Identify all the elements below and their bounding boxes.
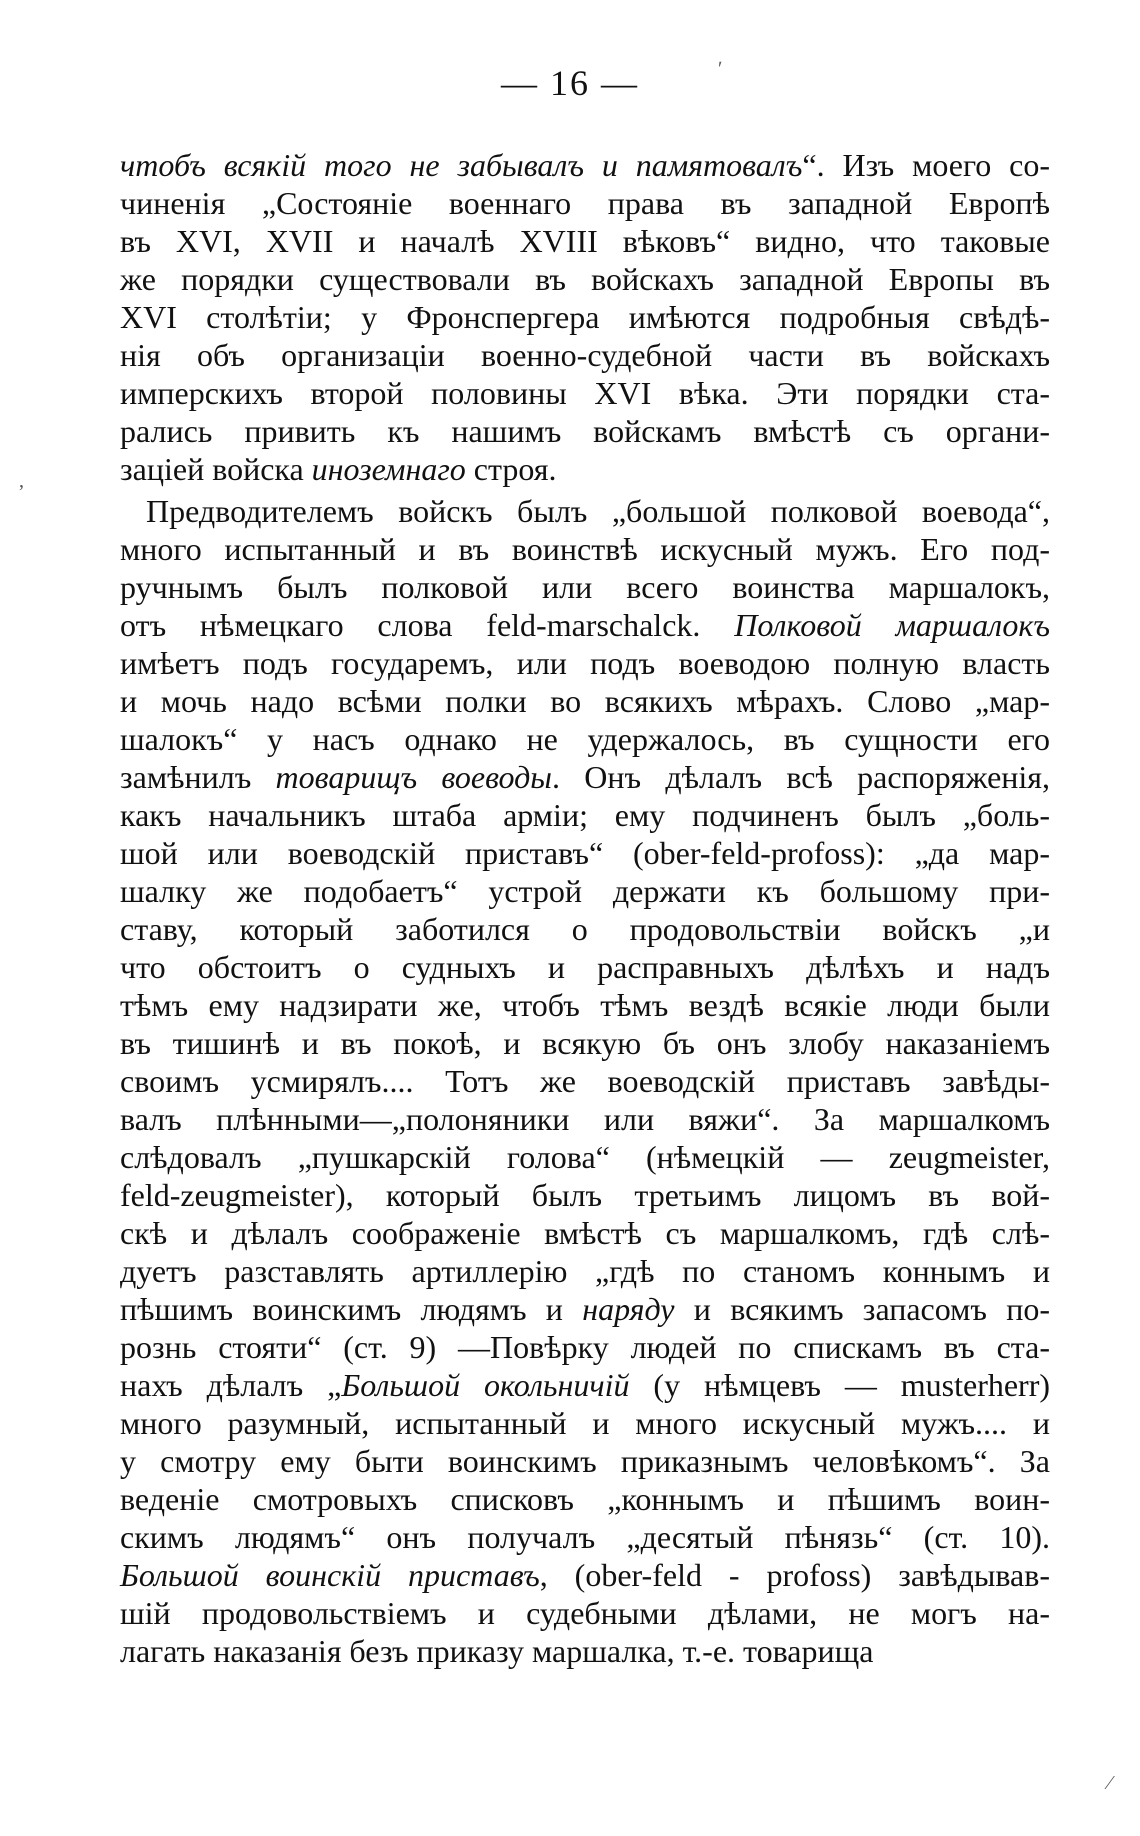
line-text: шій продовольствіемъ и судебными дѣлами, не могъ на- xyxy=(120,1595,1050,1631)
text-line xyxy=(120,1176,1050,1214)
margin-mark-top: ʹ xyxy=(718,58,723,80)
line-text: “. Изъ моего со- xyxy=(802,147,1051,183)
text-line xyxy=(120,222,1050,260)
line-text: замѣнилъ xyxy=(120,759,276,795)
italic-phrase: Большой окольничій xyxy=(341,1367,630,1403)
text-line xyxy=(120,606,1050,644)
line-text: шалку же подобаетъ“ устрой держати къ большому при- xyxy=(120,873,1050,909)
text-line xyxy=(120,450,1050,488)
line-text: пѣшимъ воинскимъ людямъ и xyxy=(120,1291,583,1327)
line-text: нія объ организаціи военно-судебной части въ войскахъ xyxy=(120,337,1050,373)
line-text: какъ начальникъ штаба арміи; ему подчиненъ былъ „боль- xyxy=(120,797,1050,833)
text-line xyxy=(120,910,1050,948)
line-text: заціей войска xyxy=(120,451,312,487)
line-text: дуетъ разставлять артиллерію „гдѣ по станомъ коннымъ и xyxy=(120,1253,1050,1289)
text-line xyxy=(120,1138,1050,1176)
text-line xyxy=(120,1442,1050,1480)
line-text: ставу, который заботился о продовольствіи войскъ „и xyxy=(120,911,1050,947)
text-line xyxy=(120,1594,1050,1632)
text-line xyxy=(120,1632,1050,1670)
text-line xyxy=(120,872,1050,910)
italic-phrase: Большой воинскій приставъ xyxy=(120,1557,540,1593)
line-text: же порядки существовали въ войскахъ западной Европы въ xyxy=(120,261,1050,297)
text-line xyxy=(120,374,1050,412)
line-text: имперскихъ второй половины XVI вѣка. Эти порядки ста- xyxy=(120,375,1050,411)
italic-phrase: наряду xyxy=(582,1291,675,1327)
line-text: что обстоитъ о судныхъ и расправныхъ дѣлѣхъ и надъ xyxy=(120,949,1050,985)
line-text: и всякимъ запасомъ по- xyxy=(674,1291,1051,1327)
text-line xyxy=(120,1404,1050,1442)
text-line xyxy=(120,260,1050,298)
line-text: строя. xyxy=(465,451,557,487)
text-line xyxy=(120,986,1050,1024)
text-line xyxy=(120,644,1050,682)
line-text: ручнымъ былъ полковой или всего воинства маршалокъ, xyxy=(120,569,1050,605)
italic-phrase: иноземнаго xyxy=(311,451,466,487)
text-line xyxy=(120,1328,1050,1366)
line-text: лагать наказанія безъ приказу маршалка, т.-е. товарища xyxy=(120,1633,874,1669)
text-line xyxy=(120,568,1050,606)
italic-phrase: Полковой маршалокъ xyxy=(734,607,1050,643)
text-line xyxy=(120,336,1050,374)
line-text: въ тишинѣ и въ покоѣ, и всякую бъ онъ злобу наказаніемъ xyxy=(120,1025,1050,1061)
line-text: имѣетъ подъ государемъ, или подъ воеводою полную власть xyxy=(120,645,1050,681)
line-text: . Онъ дѣлалъ всѣ распоряженія, xyxy=(551,759,1051,795)
line-text: скимъ людямъ“ онъ получалъ „десятый пѣнязь“ (ст. 10). xyxy=(120,1519,1050,1555)
text-line xyxy=(120,492,1050,530)
line-text: рались привить къ нашимъ войскамъ вмѣстѣ съ органи- xyxy=(120,413,1050,449)
text-line xyxy=(120,682,1050,720)
text-line xyxy=(120,1518,1050,1556)
line-text: (у нѣмцевъ — musterherr) xyxy=(629,1367,1051,1403)
text-line xyxy=(120,1214,1050,1252)
text-line xyxy=(120,758,1050,796)
line-text: и мочь надо всѣми полки во всякихъ мѣрахъ. Слово „мар- xyxy=(120,683,1050,719)
line-text: шой или воеводскій приставъ“ (ober-feld-profoss): „да мар- xyxy=(120,835,1050,871)
margin-mark-bottom-right: ⁄ xyxy=(1108,1772,1112,1794)
line-text: скѣ и дѣлалъ соображеніе вмѣстѣ съ маршалкомъ, гдѣ слѣ- xyxy=(120,1215,1050,1251)
text-line xyxy=(120,796,1050,834)
line-text: слѣдовалъ „пушкарскій голова“ (нѣмецкій — zeugmeister, xyxy=(120,1139,1050,1175)
italic-phrase: товарищъ воеводы xyxy=(275,759,552,795)
line-text: , (ober-feld - profoss) завѣдывав- xyxy=(539,1557,1050,1593)
line-text: валъ плѣнными—„полоняники или вяжи“. За маршалкомъ xyxy=(120,1101,1050,1137)
line-text: въ XVI, XVII и началѣ XVIII вѣковъ“ видно, что таковые xyxy=(120,223,1050,259)
body-text xyxy=(120,146,1050,1670)
text-line xyxy=(120,1062,1050,1100)
line-text: XVI столѣтіи; у Фронспергера имѣются подробныя свѣдѣ- xyxy=(120,299,1050,335)
text-line xyxy=(120,1024,1050,1062)
line-text: много разумный, испытанный и много искусный мужъ.... и xyxy=(120,1405,1050,1441)
line-text: рознь стояти“ (ст. 9) —Повѣрку людей по спискамъ въ ста- xyxy=(120,1329,1050,1365)
margin-mark-left: ‚ xyxy=(18,470,25,492)
line-text: feld-zeugmeister), который былъ третьимъ лицомъ въ вой- xyxy=(120,1177,1050,1213)
line-text: у смотру ему быти воинскимъ приказнымъ человѣкомъ“. За xyxy=(120,1443,1050,1479)
line-text: чиненія „Состояніе военнаго права въ западной Европѣ xyxy=(120,185,1050,221)
line-text: много испытанный и въ воинствѣ искусный мужъ. Его под- xyxy=(120,531,1050,567)
text-line xyxy=(120,412,1050,450)
line-text: своимъ усмирялъ.... Тотъ же воеводскій приставъ завѣды- xyxy=(120,1063,1050,1099)
text-line xyxy=(120,146,1050,184)
text-line xyxy=(120,298,1050,336)
line-text: нахъ дѣлалъ „ xyxy=(120,1367,342,1403)
text-line xyxy=(120,184,1050,222)
page-number: — 16 — xyxy=(501,63,639,103)
line-text: отъ нѣмецкаго слова feld-marschalck. xyxy=(120,607,735,643)
line-text: тѣмъ ему надзирати же, чтобъ тѣмъ вездѣ всякіе люди были xyxy=(120,987,1050,1023)
text-line xyxy=(120,1100,1050,1138)
line-text: шалокъ“ у насъ однако не удержалось, въ сущности его xyxy=(120,721,1050,757)
italic-phrase: чтобъ всякій того не забывалъ и памятовалъ xyxy=(120,147,803,183)
text-line xyxy=(120,1480,1050,1518)
text-line xyxy=(120,530,1050,568)
line-text: Предводителемъ войскъ былъ „большой полковой воевода“, xyxy=(146,493,1050,529)
text-line xyxy=(120,948,1050,986)
text-line xyxy=(120,1252,1050,1290)
text-line xyxy=(120,1556,1050,1594)
line-text: веденіе смотровыхъ списковъ „коннымъ и пѣшимъ воин- xyxy=(120,1481,1050,1517)
text-line xyxy=(120,1290,1050,1328)
text-line xyxy=(120,834,1050,872)
text-line xyxy=(120,720,1050,758)
text-line xyxy=(120,1366,1050,1404)
